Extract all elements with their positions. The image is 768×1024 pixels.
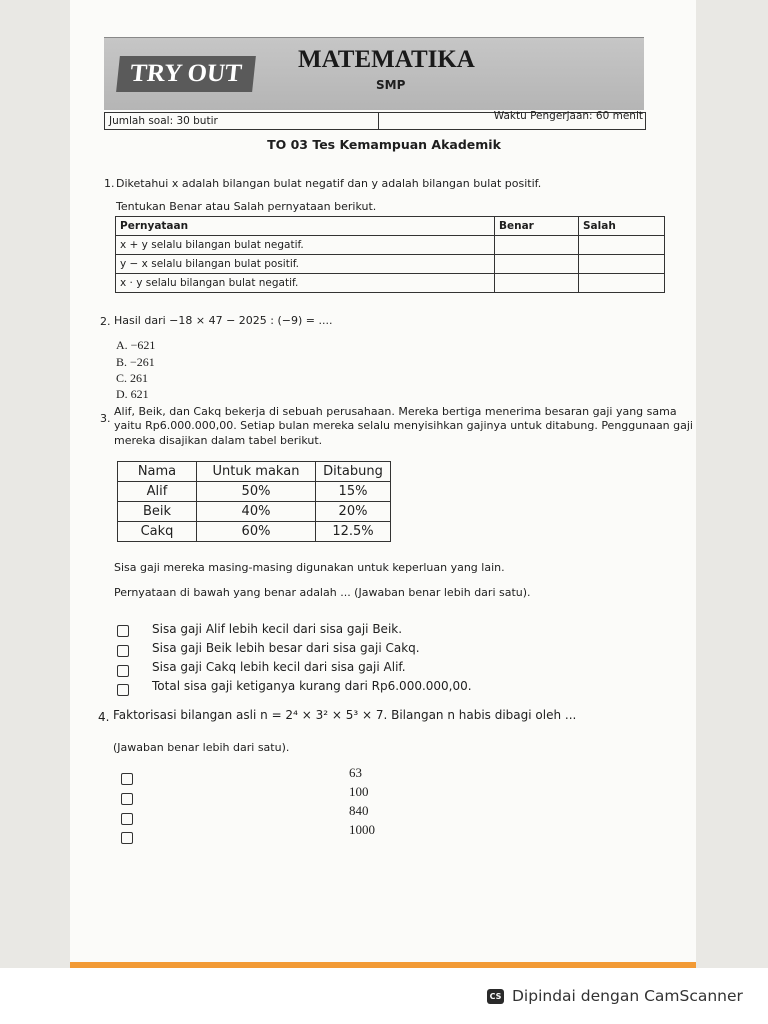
name-cell: Cakq bbox=[118, 522, 197, 542]
checkbox[interactable] bbox=[121, 813, 133, 825]
q2-number: 2. bbox=[100, 315, 111, 328]
benar-cell[interactable] bbox=[495, 274, 579, 293]
benar-cell[interactable] bbox=[495, 236, 579, 255]
q4-option: 100 bbox=[349, 784, 369, 799]
food-cell: 40% bbox=[197, 502, 316, 522]
food-cell: 50% bbox=[197, 482, 316, 502]
salary-table bbox=[117, 461, 391, 542]
statement-cell: x + y selalu bilangan bulat negatif. bbox=[116, 236, 495, 255]
checkbox[interactable] bbox=[117, 665, 129, 677]
name-cell: Beik bbox=[118, 502, 197, 522]
test-title: TO 03 Tes Kemampuan Akademik bbox=[267, 137, 501, 152]
q4-option: 1000 bbox=[349, 822, 375, 837]
q2-option-a[interactable]: A. −621 bbox=[116, 338, 156, 352]
tryout-badge: TRY OUT bbox=[116, 56, 256, 92]
q2-stem: Hasil dari −18 × 47 − 2025 : (−9) = .... bbox=[114, 314, 333, 327]
question-count: Jumlah soal: 30 butir bbox=[109, 115, 218, 127]
saving-cell: 15% bbox=[316, 482, 391, 502]
table-row bbox=[116, 236, 665, 255]
checkbox[interactable] bbox=[117, 625, 129, 637]
camscanner-icon: CS bbox=[487, 989, 504, 1004]
name-cell: Alif bbox=[118, 482, 197, 502]
q3-number: 3. bbox=[100, 412, 111, 425]
scanner-watermark: Dipindai dengan CamScanner bbox=[512, 987, 743, 1005]
q3-option: Total sisa gaji ketiganya kurang dari Rp6.000.000,00. bbox=[152, 679, 472, 693]
q1-number: 1. bbox=[104, 177, 115, 190]
salah-cell[interactable] bbox=[579, 274, 665, 293]
saving-cell: 20% bbox=[316, 502, 391, 522]
subject-title: MATEMATIKA bbox=[298, 46, 475, 73]
food-cell: 60% bbox=[197, 522, 316, 542]
header-benar: Benar bbox=[495, 217, 579, 236]
table-row bbox=[118, 482, 391, 502]
salah-cell[interactable] bbox=[579, 255, 665, 274]
checkbox[interactable] bbox=[121, 832, 133, 844]
q1-table bbox=[115, 216, 665, 293]
table-header-row bbox=[116, 217, 665, 236]
q1-stem: Diketahui x adalah bilangan bulat negatif dan y adalah bilangan bulat positif. bbox=[116, 177, 542, 190]
saving-cell: 12.5% bbox=[316, 522, 391, 542]
header-salah: Salah bbox=[579, 217, 665, 236]
table-row bbox=[118, 502, 391, 522]
checkbox[interactable] bbox=[117, 645, 129, 657]
q3-option: Sisa gaji Cakq lebih kecil dari sisa gaji Alif. bbox=[152, 660, 406, 674]
q3-note: Sisa gaji mereka masing-masing digunakan untuk keperluan yang lain. bbox=[114, 561, 505, 574]
checkbox[interactable] bbox=[117, 684, 129, 696]
table-row bbox=[116, 274, 665, 293]
info-bar bbox=[104, 112, 646, 130]
table-row bbox=[118, 522, 391, 542]
q4-note: (Jawaban benar lebih dari satu). bbox=[113, 741, 290, 754]
q3-stem-line: mereka disajikan dalam tabel berikut. bbox=[114, 434, 323, 447]
table-row bbox=[116, 255, 665, 274]
statement-cell: x · y selalu bilangan bulat negatif. bbox=[116, 274, 495, 293]
time-limit: Waktu Pengerjaan: 60 menit bbox=[493, 110, 643, 122]
q3-stem-line: Alif, Beik, dan Cakq bekerja di sebuah perusahaan. Mereka bertiga menerima besaran gaji yang sama bbox=[114, 405, 677, 418]
q2-option-d[interactable]: D. 621 bbox=[116, 387, 149, 401]
q4-option: 63 bbox=[349, 765, 362, 780]
header-ditabung: Ditabung bbox=[316, 462, 391, 482]
q4-stem: Faktorisasi bilangan asli n = 2⁴ × 3² × 5³ × 7. Bilangan n habis dibagi oleh ... bbox=[113, 708, 577, 722]
q3-option: Sisa gaji Beik lebih besar dari sisa gaji Cakq. bbox=[152, 641, 420, 655]
q1-instruction: Tentukan Benar atau Salah pernyataan berikut. bbox=[116, 200, 377, 213]
level-label: SMP bbox=[376, 78, 406, 92]
q2-option-c[interactable]: C. 261 bbox=[116, 371, 149, 385]
salah-cell[interactable] bbox=[579, 236, 665, 255]
checkbox[interactable] bbox=[121, 773, 133, 785]
benar-cell[interactable] bbox=[495, 255, 579, 274]
q3-option: Sisa gaji Alif lebih kecil dari sisa gaji Beik. bbox=[152, 622, 403, 636]
q4-option: 840 bbox=[349, 803, 369, 818]
q2-option-b[interactable]: B. −261 bbox=[116, 355, 155, 369]
header-untuk-makan: Untuk makan bbox=[197, 462, 316, 482]
header-pernyataan: Pernyataan bbox=[116, 217, 495, 236]
checkbox[interactable] bbox=[121, 793, 133, 805]
info-divider bbox=[378, 113, 379, 129]
header-nama: Nama bbox=[118, 462, 197, 482]
q3-prompt: Pernyataan di bawah yang benar adalah ... (Jawaban benar lebih dari satu). bbox=[114, 586, 531, 599]
q3-stem-line: yaitu Rp6.000.000,00. Setiap bulan mereka selalu menyisihkan gajinya untuk ditabung. Penggunaan gaji bbox=[114, 419, 693, 432]
table-header-row bbox=[118, 462, 391, 482]
q4-number: 4. bbox=[98, 710, 110, 724]
statement-cell: y − x selalu bilangan bulat positif. bbox=[116, 255, 495, 274]
